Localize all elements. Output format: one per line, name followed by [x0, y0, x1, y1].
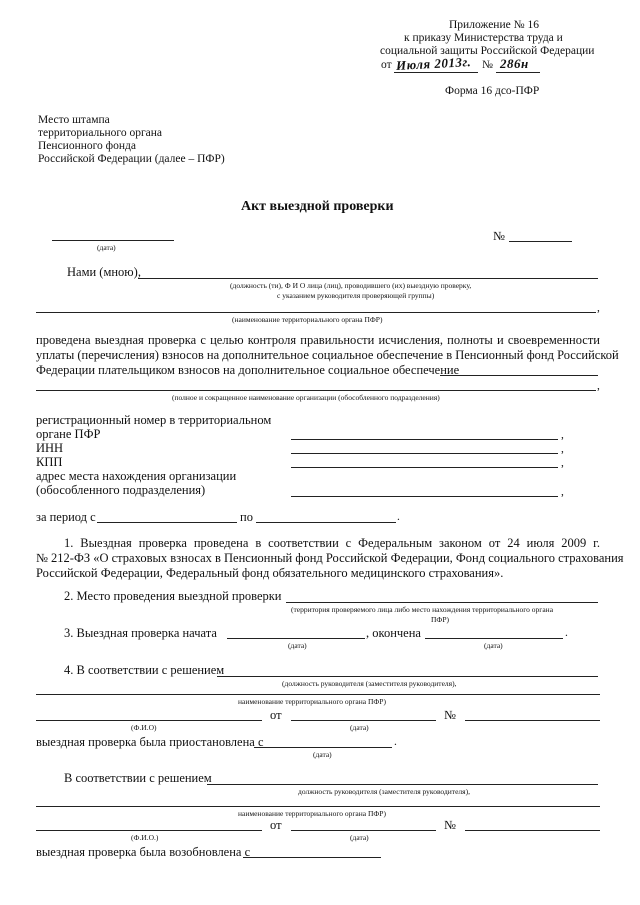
item5-org-field[interactable] [36, 806, 600, 807]
act-date-field[interactable] [52, 240, 174, 241]
item4-from-label: от [270, 708, 282, 722]
item5-label: В соответствии с решением [64, 771, 212, 785]
inspectors-field[interactable] [138, 278, 598, 279]
reg-label-line2: органе ПФР [36, 427, 101, 441]
item4-fio-field[interactable] [36, 720, 262, 721]
item4-org-field[interactable] [36, 694, 600, 695]
item2-caption1: (территория проверяемого лица либо место нахождения территориального органа [291, 605, 554, 614]
payer-comma: , [597, 380, 600, 392]
appendix-line3: социальной защиты Российской Федерации [380, 45, 595, 57]
appendix-number-handwritten: 286н [500, 56, 529, 71]
stamp-line2: территориального органа [38, 127, 163, 139]
item2-label: 2. Место проведения выездной проверки [64, 589, 282, 603]
kpp-comma: , [561, 457, 564, 469]
suspended-label: выездная проверка была приостановлена с [36, 735, 264, 749]
appendix-number-underline [496, 72, 540, 73]
appendix-line2: к приказу Министерства труда и [404, 32, 563, 44]
intro-line2: уплаты (перечисления) взносов на дополнительное социальное обеспечение в Пенсионный фонд Российской [36, 348, 619, 362]
addr-label-line2: (обособленного подразделения) [36, 483, 206, 497]
addr-field[interactable] [291, 496, 558, 497]
period-dot: . [397, 511, 400, 523]
act-number-field[interactable] [509, 241, 572, 242]
org-caption: (полное и сокращенное наименование организации (обособленного подразделения) [172, 393, 440, 402]
item5-fio-field[interactable] [36, 830, 262, 831]
inspection-place-field[interactable] [286, 602, 598, 603]
period-from-field[interactable] [97, 522, 237, 523]
item5-fio-caption: (Ф.И.О.) [131, 833, 159, 842]
we-label: Нами (мною), [67, 265, 141, 279]
item1-line2: № 212-ФЗ «О страховых взносах в Пенсионный фонд Российской Федерации, Фонд социального страхования [36, 551, 624, 565]
item3-dot: . [565, 627, 568, 639]
pfr-org-comma: , [597, 302, 600, 314]
item5-number-field[interactable] [465, 830, 600, 831]
pfr-org-caption: (наименование территориального органа ПФР) [232, 315, 383, 324]
act-number-label: № [493, 229, 505, 243]
resumed-date-field[interactable] [243, 857, 381, 858]
addr-label-line1: адрес места нахождения организации [36, 469, 237, 483]
kpp-field[interactable] [291, 467, 558, 468]
end-date-field[interactable] [425, 638, 563, 639]
end-date-caption: (дата) [484, 641, 503, 650]
addr-comma: , [561, 486, 564, 498]
reg-comma: , [561, 429, 564, 441]
item4-no-label: № [444, 708, 456, 722]
item5-date-field[interactable] [291, 830, 436, 831]
reg-number-field[interactable] [291, 439, 558, 440]
page-title: Акт выездной проверки [241, 199, 394, 214]
item2-caption2: ПФР) [431, 615, 450, 624]
inn-comma: , [561, 443, 564, 455]
item5-date-caption: (дата) [350, 833, 369, 842]
inspectors-caption2: с указанием руководителя проверяющей группы) [277, 291, 435, 300]
item5-head-caption: должность руководителя (заместителя руководителя), [298, 787, 470, 796]
payer-field-2[interactable] [36, 390, 596, 391]
period-to-label: по [240, 510, 253, 524]
intro-line1: проведена выездная проверка с целью контроля правильности исчисления, полноты и своевременности [36, 333, 600, 347]
item1-line1: 1. Выездная проверка проведена в соответствии с Федеральным законом от 24 июля 2009 г. [64, 536, 600, 550]
item4-label: 4. В соответствии с решением [64, 663, 225, 677]
item3-ended-label: , окончена [366, 626, 421, 640]
intro-line3: Федерации плательщиком взносов на дополнительное социальное обеспечение [36, 363, 460, 377]
payer-field-1[interactable] [440, 375, 598, 376]
inn-field[interactable] [291, 453, 558, 454]
item4-date-field[interactable] [291, 720, 436, 721]
period-to-field[interactable] [256, 522, 396, 523]
suspended-date-caption: (дата) [313, 750, 332, 759]
item4-fio-caption: (Ф.И.О) [131, 723, 157, 732]
item5-no-label: № [444, 818, 456, 832]
suspended-date-field[interactable] [254, 747, 392, 748]
item1-line3: Российской Федерации, Федеральный фонд обязательного медицинского страхования». [36, 566, 504, 580]
item4-head-field[interactable] [217, 676, 598, 677]
resumed-label: выездная проверка была возобновлена с [36, 845, 251, 859]
inspectors-caption1: (должность (ти), Ф И О лица (лиц), проводившего (их) выездную проверку, [230, 281, 472, 290]
stamp-line1: Место штампа [38, 114, 110, 126]
inn-label: ИНН [36, 441, 64, 455]
stamp-line3: Пенсионного фонда [38, 140, 136, 152]
appendix-line1: Приложение № 16 [449, 19, 539, 31]
pfr-org-field[interactable] [36, 312, 596, 313]
suspended-dot: . [394, 736, 397, 748]
start-date-caption: (дата) [288, 641, 307, 650]
item5-head-field[interactable] [207, 784, 598, 785]
form-code: Форма 16 дсо-ПФР [445, 85, 540, 97]
appendix-no-label: № [482, 59, 493, 71]
reg-label-line1: регистрационный номер в территориальном [36, 413, 272, 427]
item5-org-caption: наименование территориального органа ПФР) [238, 809, 386, 818]
appendix-date-handwritten: Июля 2013г. [395, 54, 472, 73]
start-date-field[interactable] [227, 638, 365, 639]
period-from-label: за период с [36, 510, 96, 524]
act-date-caption: (дата) [97, 243, 116, 252]
item4-org-caption: наименование территориального органа ПФР) [238, 697, 386, 706]
kpp-label: КПП [36, 455, 63, 469]
stamp-line4: Российской Федерации (далее – ПФР) [38, 153, 225, 165]
appendix-line4-prefix: от [381, 59, 392, 71]
item4-head-caption: (должность руководителя (заместителя руководителя), [282, 679, 457, 688]
item4-number-field[interactable] [465, 720, 600, 721]
item5-from-label: от [270, 818, 282, 832]
item3-label: 3. Выездная проверка начата [64, 626, 217, 640]
item4-date-caption: (дата) [350, 723, 369, 732]
